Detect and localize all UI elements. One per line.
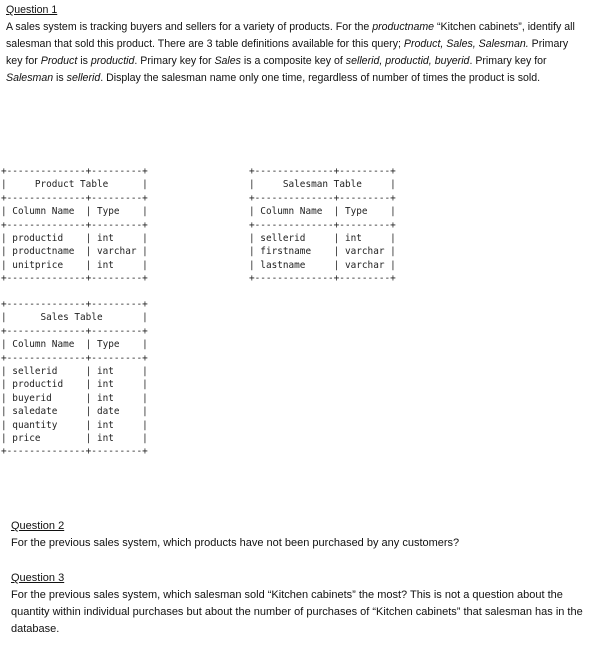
column-name-cell: buyerid — [12, 392, 86, 404]
column-type-cell: varchar — [344, 246, 391, 258]
column-type-cell: int — [96, 259, 143, 271]
q1-text-segment: . Primary key for — [134, 55, 215, 67]
question-1 — [6, 2, 586, 87]
question-1-text — [6, 19, 586, 87]
column-type-cell: int — [344, 233, 391, 245]
question-1-title: Question 1 — [6, 4, 58, 16]
column-header: Type — [96, 339, 143, 351]
column-name-cell: productname — [12, 246, 86, 258]
column-name-cell: firstname — [260, 246, 334, 258]
q1-text-segment: is — [77, 55, 91, 67]
column-name-cell: sellerid — [12, 366, 86, 378]
column-type-cell: varchar — [344, 259, 391, 271]
q1-emphasis-table-list: Product, Sales, Salesman. — [403, 38, 529, 50]
q1-emphasis-sellerid: sellerid — [66, 72, 101, 84]
column-header: Column Name — [260, 206, 334, 218]
table-title: Salesman Table — [254, 179, 391, 191]
column-header: Type — [96, 206, 143, 218]
question-3-text: For the previous sales system, which salesman sold “Kitchen cabinets” the most? This is not a question about the quantity within individual purchases but about the number of purchases of “Kitchen cabinets” that salesman has in the database. — [11, 589, 583, 635]
product-table: +--------------+---------+ | Product Table | +--------------+---------+ | Column Name | Type | +--------------+---------+ | productid | int | | productname | varchar | | unitprice | int | +--------------+---------+ — [1, 166, 148, 285]
q1-emphasis-sales: Sales — [214, 55, 241, 67]
q1-text-segment: . Primary key for — [469, 55, 547, 67]
column-name-cell: lastname — [260, 259, 334, 271]
column-type-cell: int — [96, 419, 143, 431]
question-3 — [11, 570, 590, 638]
column-type-cell: int — [96, 233, 143, 245]
q1-emphasis-product: Product — [40, 55, 78, 67]
question-2 — [11, 518, 590, 552]
sales-table: +--------------+---------+ | Sales Table | +--------------+---------+ | Column Name | Type | +--------------+---------+ | sellerid | int | | productid | int | | buyerid | int | | saledate | date | | quantity | int | | price | int | +--------------+---------+ — [1, 299, 148, 458]
column-header: Type — [344, 206, 391, 218]
column-type-cell: int — [96, 433, 143, 445]
q1-emphasis-composite-key: sellerid, productid, buyerid — [345, 55, 470, 67]
column-type-cell: int — [96, 379, 143, 391]
column-type-cell: varchar — [96, 246, 143, 258]
q1-emphasis-productname: productname — [372, 21, 435, 33]
q1-emphasis-productid: productid — [90, 55, 135, 67]
q1-text-segment: is — [53, 72, 67, 84]
q1-emphasis-salesman: Salesman — [6, 72, 54, 84]
question-3-title: Question 3 — [11, 572, 65, 584]
question-2-title: Question 2 — [11, 520, 65, 532]
q1-text-segment: is a composite key of — [240, 55, 346, 67]
column-name-cell: unitprice — [12, 259, 86, 271]
column-name-cell: productid — [12, 233, 86, 245]
column-type-cell: date — [96, 406, 143, 418]
column-type-cell: int — [96, 392, 143, 404]
column-name-cell: sellerid — [260, 233, 334, 245]
table-title: Sales Table — [6, 312, 143, 324]
column-header: Column Name — [12, 206, 86, 218]
column-name-cell: quantity — [12, 419, 86, 431]
question-2-text: For the previous sales system, which products have not been purchased by any customers? — [11, 537, 460, 549]
q1-text-segment: A sales system is tracking buyers and sellers for a variety of products. For the — [6, 21, 373, 33]
column-name-cell: saledate — [12, 406, 86, 418]
column-name-cell: productid — [12, 379, 86, 391]
table-title: Product Table — [6, 179, 143, 191]
q1-text-segment: “Kitchen cabinets”, identify all salesman that sold this product. There are 3 table definitions available for this query; — [6, 21, 575, 50]
column-type-cell: int — [96, 366, 143, 378]
salesman-table: +--------------+---------+ | Salesman Table | +--------------+---------+ | Column Name | Type | +--------------+---------+ | sellerid | int | | firstname | varchar | | lastname | varchar | +--------------+---------+ — [249, 166, 396, 285]
q1-text-segment: . Display the salesman name only one time, regardless of number of times the product is sold. — [100, 72, 541, 84]
column-name-cell: price — [12, 433, 86, 445]
column-header: Column Name — [12, 339, 86, 351]
q1-text-segment: Primary key for — [6, 38, 569, 67]
